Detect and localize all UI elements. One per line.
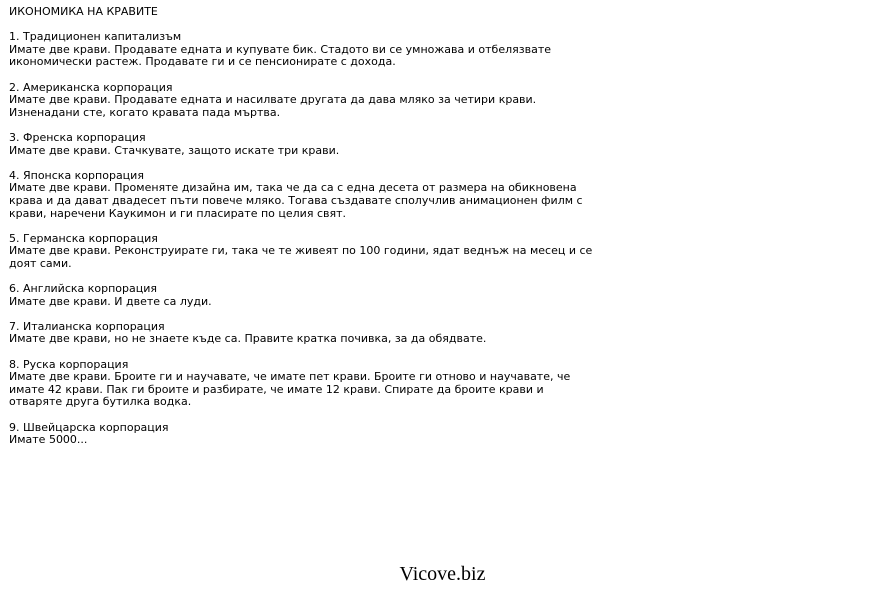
section-traditional-capitalism bbox=[9, 31, 599, 69]
section-body: Имате две крави, но не знаете къде са. Правите кратка почивка, за да обядвате. bbox=[9, 332, 487, 346]
section-heading: 3. Френска корпорация bbox=[9, 130, 146, 144]
section-swiss-corporation bbox=[9, 422, 599, 447]
section-body: Имате две крави. Броите ги и научавате, че имате пет крави. Броите ги отново и научавате, че имате 42 крави. Пак ги броите и разбирате, че имате 12 крави. Спирате да броите крави и отваряте друга бутилка водка. bbox=[9, 370, 571, 409]
section-french-corporation bbox=[9, 132, 599, 157]
site-watermark: Vicove.biz bbox=[399, 563, 486, 585]
section-heading: 2. Американска корпорация bbox=[9, 80, 173, 94]
section-heading: 4. Японска корпорация bbox=[9, 168, 144, 182]
section-japanese-corporation bbox=[9, 170, 599, 220]
section-american-corporation bbox=[9, 82, 599, 120]
section-heading: 1. Традиционен капитализъм bbox=[9, 30, 182, 44]
section-heading: 9. Швейцарска корпорация bbox=[9, 420, 169, 434]
section-body: Имате две крави. И двете са луди. bbox=[9, 294, 212, 308]
section-body: Имате две крави. Променяте дизайна им, така че да са с една десета от размера на обикновена крава и да дават двадесет пъти повече мляко. Тогава създавате сполучлив анимационен филм с крави, наречени Каукимон и ги пласирате по целия свят. bbox=[9, 181, 583, 220]
section-body: Имате две крави. Стачкувате, защото искате три крави. bbox=[9, 143, 340, 157]
section-german-corporation bbox=[9, 233, 599, 271]
section-heading: 7. Италианска корпорация bbox=[9, 319, 165, 333]
section-body: Имате 5000... bbox=[9, 433, 88, 447]
section-body: Имате две крави. Продавате едната и насилвате другата да дава мляко за четири крави. Изненадани сте, когато кравата пада мъртва. bbox=[9, 93, 537, 119]
document-title: ИКОНОМИКА НА КРАВИТЕ bbox=[9, 5, 158, 18]
section-body: Имате две крави. Реконструирате ги, така че те живеят по 100 години, ядат веднъж на месец и се доят сами. bbox=[9, 244, 593, 270]
section-heading: 5. Германска корпорация bbox=[9, 231, 158, 245]
section-italian-corporation bbox=[9, 321, 599, 346]
section-heading: 8. Руска корпорация bbox=[9, 357, 129, 371]
document bbox=[9, 6, 599, 459]
section-heading: 6. Английска корпорация bbox=[9, 282, 158, 296]
section-russian-corporation bbox=[9, 359, 599, 409]
section-body: Имате две крави. Продавате едната и купувате бик. Стадото ви се умножава и отбелязвате икономически растеж. Продавате ги и се пенсионирате с дохода. bbox=[9, 42, 551, 69]
section-english-corporation bbox=[9, 283, 599, 308]
